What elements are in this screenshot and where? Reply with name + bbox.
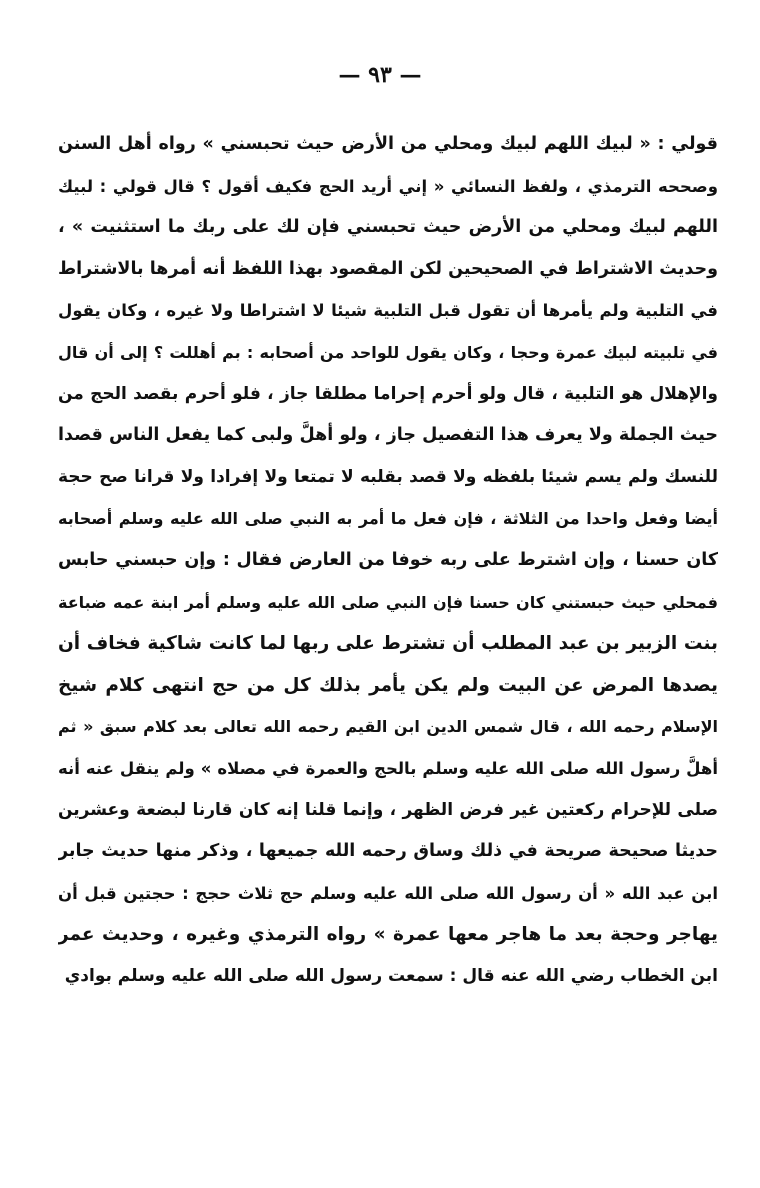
text-line: وحديث الاشتراط في الصحيحين لكن المقصود بهذا اللفظ أنه أمرها بالاشتراط (58, 258, 718, 279)
text-line: في التلبية ولم يأمرها أن تقول قبل التلبية شيئا لا اشتراطا ولا غيره ، وكان يقول (58, 301, 718, 321)
text-line: حيث الجملة ولا يعرف هذا التفصيل جاز ، ولو أهلَّ ولبى كما يفعل الناس قصدا (58, 425, 718, 446)
text-line: فمحلي حيث حبستني كان حسنا فإن النبي صلى الله عليه وسلم أمر ابنة عمه ضباعة (58, 592, 718, 612)
text-line: أهلَّ رسول الله صلى الله عليه وسلم بالحج والعمرة في مصلاه » ولم ينقل عنه أنه (58, 758, 718, 778)
body-text (58, 124, 718, 997)
text-line: حديثا صحيحة صريحة في ذلك وساق رحمه الله جميعها ، وذكر منها حديث جابر (58, 841, 718, 862)
text-line: في تلبيته لبيك عمرة وحجا ، وكان يقول للواحد من أصحابه : بم أهللت ؟ إلى أن قال (58, 342, 718, 362)
text-line: أيضا وفعل واحدا من الثلاثة ، فإن فعل ما أمر به النبي صلى الله عليه وسلم أصحابه (58, 509, 718, 529)
text-line: للنسك ولم يسم شيئا بلفظه ولا قصد بقلبه لا تمتعا ولا إفرادا ولا قرانا صح حجة (58, 466, 718, 487)
text-line: كان حسنا ، وإن اشترط على ربه خوفا من العارض فقال : وإن حبسني حابس (58, 549, 718, 570)
text-line: يصدها المرض عن البيت ولم يكن يأمر بذلك كل من حج انتهى كلام شيخ (58, 674, 718, 696)
text-line: اللهم لبيك ومحلي من الأرض حيث تحبسني فإن لك على ربك ما استثنيت » ، (58, 217, 718, 238)
text-line: والإهلال هو التلبية ، قال ولو أحرم إحراما مطلقا جاز ، فلو أحرم بقصد الحج من (58, 383, 718, 404)
text-line: بنت الزبير بن عبد المطلب أن تشترط على ربها لما كانت شاكية فخاف أن (58, 633, 718, 655)
text-line: ابن الخطاب رضي الله عنه قال : سمعت رسول الله صلى الله عليه وسلم بوادي (64, 965, 718, 986)
text-line: قولي : « لبيك اللهم لبيك ومحلي من الأرض حيث تحبسني » رواه أهل السنن (58, 134, 718, 154)
page-number: — ٩٣ — (338, 62, 422, 88)
text-line: ابن عبد الله « أن رسول الله صلى الله عليه وسلم حج ثلاث حجج : حجتين قبل أن (58, 883, 718, 903)
text-line: يهاجر وحجة بعد ما هاجر معها عمرة » رواه الترمذي وغيره ، وحديث عمر (58, 924, 718, 946)
text-line: وصححه الترمذي ، ولفظ النسائي « إني أريد الحج فكيف أقول ؟ قال قولي : لبيك (58, 176, 718, 196)
text-line: صلى للإحرام ركعتين غير فرض الظهر ، وإنما قلنا إنه كان قارنا لبضعة وعشرين (58, 799, 718, 820)
text-line: الإسلام رحمه الله ، قال شمس الدين ابن القيم رحمه الله تعالى بعد كلام سبق « ثم (58, 717, 718, 737)
